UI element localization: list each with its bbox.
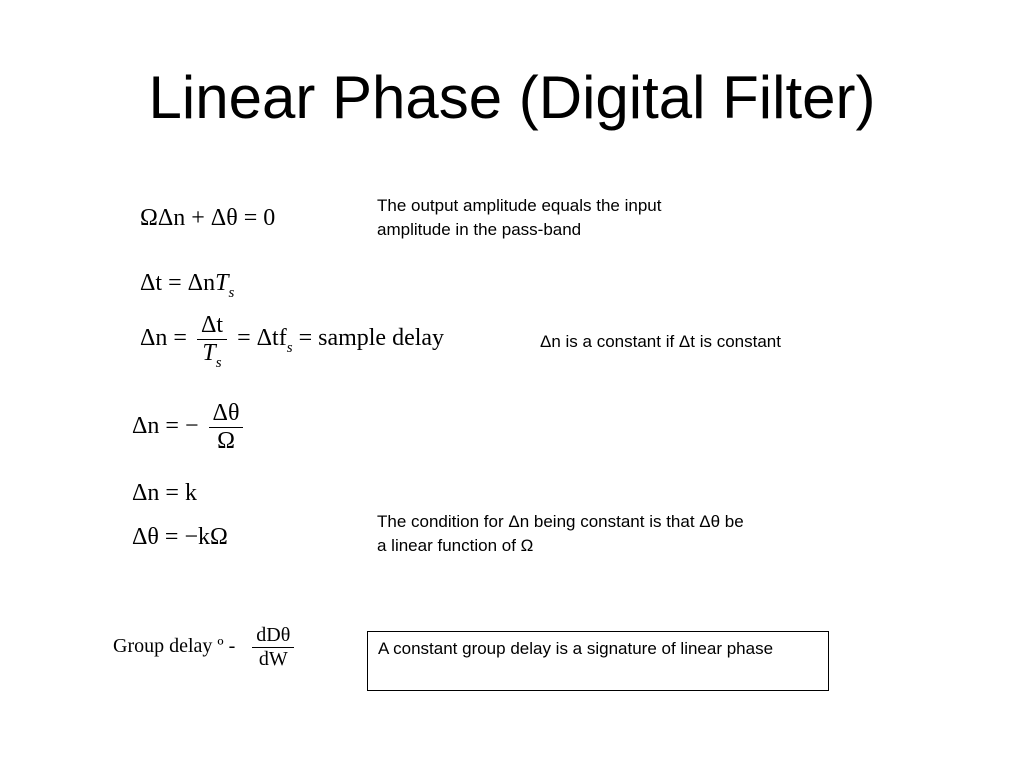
equation-zero-sum: ΩΔn + Δθ = 0 (140, 205, 276, 231)
constant-note: Δn is a constant if Δt is constant (540, 332, 781, 351)
fraction-dtheta-over-omega: $\frac{\Delta\theta}{\Omega}$ (209, 400, 244, 455)
fraction-dt-over-ts: $\frac{\Delta t}{T_s}$ (197, 312, 227, 367)
slide-title: Linear Phase (Digital Filter) (148, 64, 876, 131)
fraction-group-delay: $\frac{\text{dDθ}}{dW}$ (252, 624, 294, 671)
amplitude-note: The output amplitude equals the input amplitude in the pass-band (377, 196, 662, 239)
group-delay-equation: Group delay º - $\frac{\text{dDθ}}{dW}$ (113, 624, 298, 671)
equation-delta-t: Δt = ΔnT$_s$ (140, 270, 235, 301)
equation-sample-delay: Δn = $\frac{\Delta t}{T_s}$ = Δtf$_s$ = sample delay (140, 312, 445, 371)
condition-note: The condition for Δn being constant is that Δθ be a linear function of Ω (377, 512, 744, 555)
group-delay-note: A constant group delay is a signature of linear phase (367, 631, 829, 691)
equation-dtheta-linear: Δθ = −kΩ (132, 524, 228, 550)
equation-dn-equals-k: Δn = k (132, 480, 197, 506)
equation-dn-over-omega: Δn = − $\frac{\Delta\theta}{\Omega}$ (132, 400, 247, 455)
